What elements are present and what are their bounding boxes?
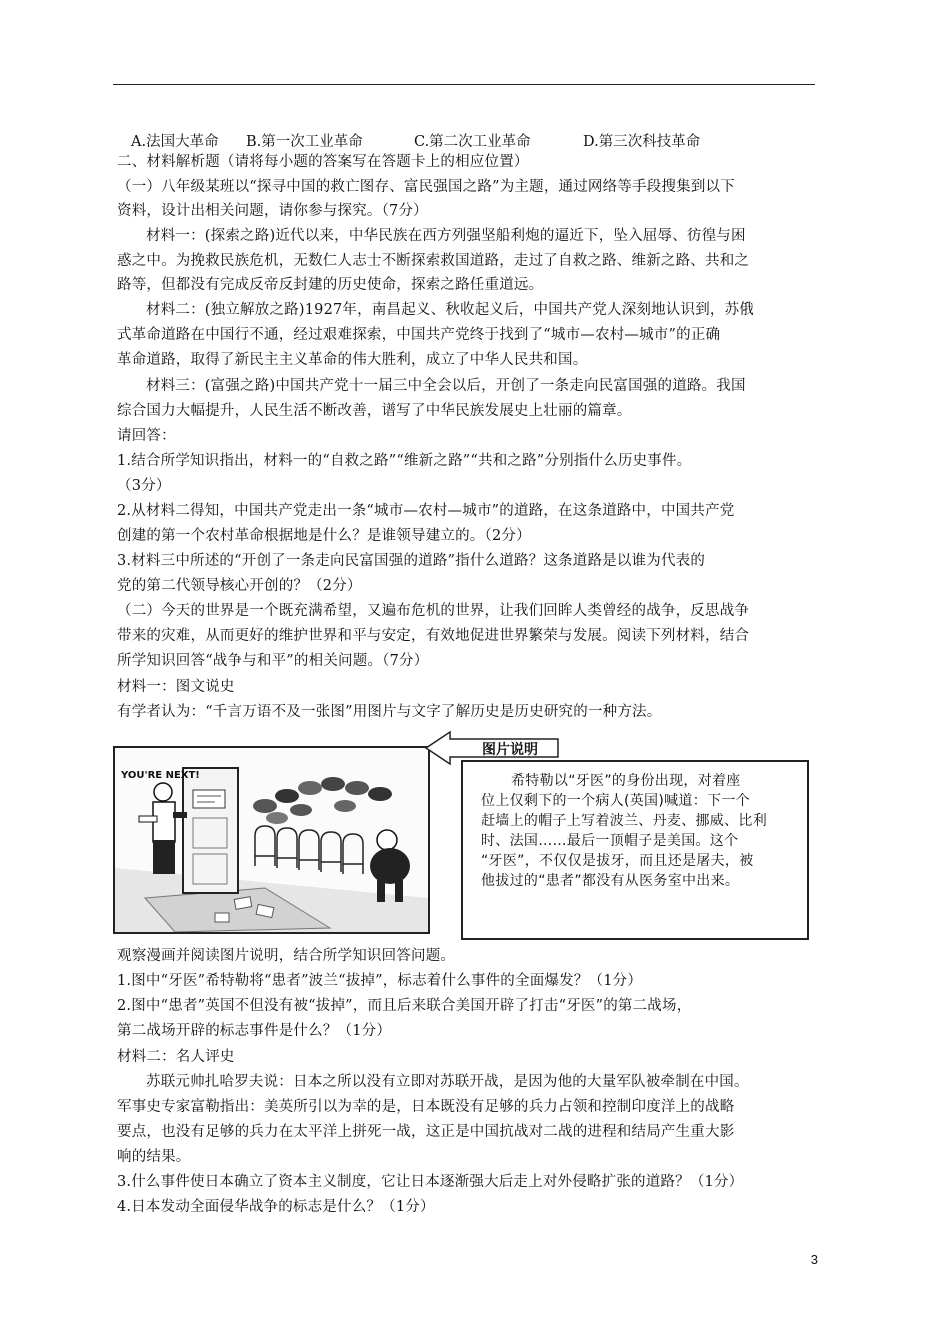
text-line: 革命道路，取得了新民主主义革命的伟大胜利，成立了中华人民共和国。 xyxy=(117,352,588,368)
text-line: 式革命道路在中国行不通，经过艰难探索，中国共产党终于找到了“城市—农村—城市”的正确 xyxy=(117,327,721,343)
question-line: 2.图中“患者”英国不但没有被“拔掉”，而且后来联合美国开辟了打击“牙医”的第二战场， xyxy=(117,998,692,1014)
page-number: 3 xyxy=(810,1252,818,1267)
text-line: 资料，设计出相关问题，请你参与探究。（7分） xyxy=(117,203,428,219)
question-line: 2.从材料二得知，中国共产党走出一条“城市—农村—城市”的道路，在这条道路中，中国共产党 xyxy=(117,503,735,519)
caption-line: 位上仅剩下的一个病人(英国)喊道：下一个 xyxy=(481,793,750,809)
question-line: 4.日本发动全面侵华战争的标志是什么？（1分） xyxy=(117,1199,435,1215)
caption-box xyxy=(461,760,809,940)
question-line: 3.材料三中所述的“开创了一条走向民富国强的道路”指什么道路？这条道路是以谁为代表的 xyxy=(117,553,706,569)
section-heading: 二、材料解析题（请将每小题的答案写在答题卡上的相应位置） xyxy=(117,154,529,170)
text-line: 要点，也没有足够的兵力在太平洋上拼死一战，这正是中国抗战对二战的进程和结局产生重大影 xyxy=(117,1124,735,1140)
text-line: 材料一：图文说史 xyxy=(117,679,235,695)
text-line: 所学知识回答“战争与和平”的相关问题。（7分） xyxy=(117,653,429,669)
text-line: 惑之中。为挽救民族危机，无数仁人志士不断探索救国道路，走过了自救之路、维新之路、共和之 xyxy=(117,253,750,269)
caption-line: “牙医”，不仅仅是拔牙，而且还是屠夫，被 xyxy=(481,853,754,869)
caption-line: 他拔过的“患者”都没有从医务室中出来。 xyxy=(481,873,740,889)
text-line: （二）今天的世界是一个既充满希望，又遍布危机的世界，让我们回眸人类曾经的战争，反思战争 xyxy=(117,603,750,619)
caption-line: 希特勒以“牙医”的身份出现，对着座 xyxy=(511,773,741,789)
cartoon-image xyxy=(113,746,430,934)
cartoon-speech: YOU'RE NEXT! xyxy=(121,770,200,781)
cartoon-drawing xyxy=(115,748,428,932)
text-line: 材料三：(富强之路)中国共产党十一届三中全会以后，开创了一条走向民富国强的道路。我国 xyxy=(146,378,746,394)
question-line: （3分） xyxy=(117,478,171,494)
text-line: 有学者认为：“千言万语不及一张图”用图片与文字了解历史是历史研究的一种方法。 xyxy=(117,704,662,720)
text-line: 带来的灾难，从而更好的维护世界和平与安定，有效地促进世界繁荣与发展。阅读下列材料，结合 xyxy=(117,628,750,644)
caption-title: 图片说明 xyxy=(482,742,538,758)
question-line: 党的第二代领导核心开创的？（2分） xyxy=(117,578,362,594)
text-line: 材料一：(探索之路)近代以来，中华民族在西方列强坚船利炮的逼近下，坠入屈辱、彷徨与困 xyxy=(146,228,746,244)
text-line: 综合国力大幅提升，人民生活不断改善，谱写了中华民族发展史上壮丽的篇章。 xyxy=(117,403,632,419)
text-line: 材料二：(独立解放之路)1927年，南昌起义、秋收起义后，中国共产党人深刻地认识到，苏俄 xyxy=(146,302,755,318)
question-line: 3.什么事件使日本确立了资本主义制度，它让日本逐渐强大后走上对外侵略扩张的道路？（1分） xyxy=(117,1174,744,1190)
caption-line: 赶墙上的帽子上写着波兰、丹麦、挪威、比利 xyxy=(481,813,767,829)
header-rule xyxy=(113,84,815,85)
option-a: A.法国大革命 xyxy=(131,134,219,150)
text-line: 材料二：名人评史 xyxy=(117,1049,235,1065)
option-c: C.第二次工业革命 xyxy=(414,134,531,150)
text-line: 军事史专家富勒指出：美英所引以为幸的是，日本既没有足够的兵力占领和控制印度洋上的战略 xyxy=(117,1099,735,1115)
text-line: 苏联元帅扎哈罗夫说：日本之所以没有立即对苏联开战，是因为他的大量军队被牵制在中国。 xyxy=(146,1074,749,1090)
text-line: 请回答： xyxy=(117,428,176,444)
text-line: 观察漫画并阅读图片说明，结合所学知识回答问题。 xyxy=(117,948,456,964)
text-line: 响的结果。 xyxy=(117,1149,191,1165)
text-line: （一）八年级某班以“探寻中国的救亡图存、富民强国之路”为主题，通过网络等手段搜集到以下 xyxy=(117,179,735,195)
question-line: 1.图中“牙医”希特勒将“患者”波兰“拔掉”，标志着什么事件的全面爆发？（1分） xyxy=(117,973,643,989)
question-line: 创建的第一个农村革命根据地是什么？是谁领导建立的。（2分） xyxy=(117,528,531,544)
caption-line: 时、法国……最后一顶帽子是美国。这个 xyxy=(481,833,739,849)
text-line: 路等，但都没有完成反帝反封建的历史使命，探索之路任重道远。 xyxy=(117,277,544,293)
question-line: 第二战场开辟的标志事件是什么？（1分） xyxy=(117,1023,392,1039)
question-line: 1.结合所学知识指出，材料一的“自救之路”“维新之路”“共和之路”分别指什么历史事件。 xyxy=(117,453,692,469)
option-d: D.第三次科技革命 xyxy=(583,134,701,150)
option-b: B.第一次工业革命 xyxy=(246,134,363,150)
